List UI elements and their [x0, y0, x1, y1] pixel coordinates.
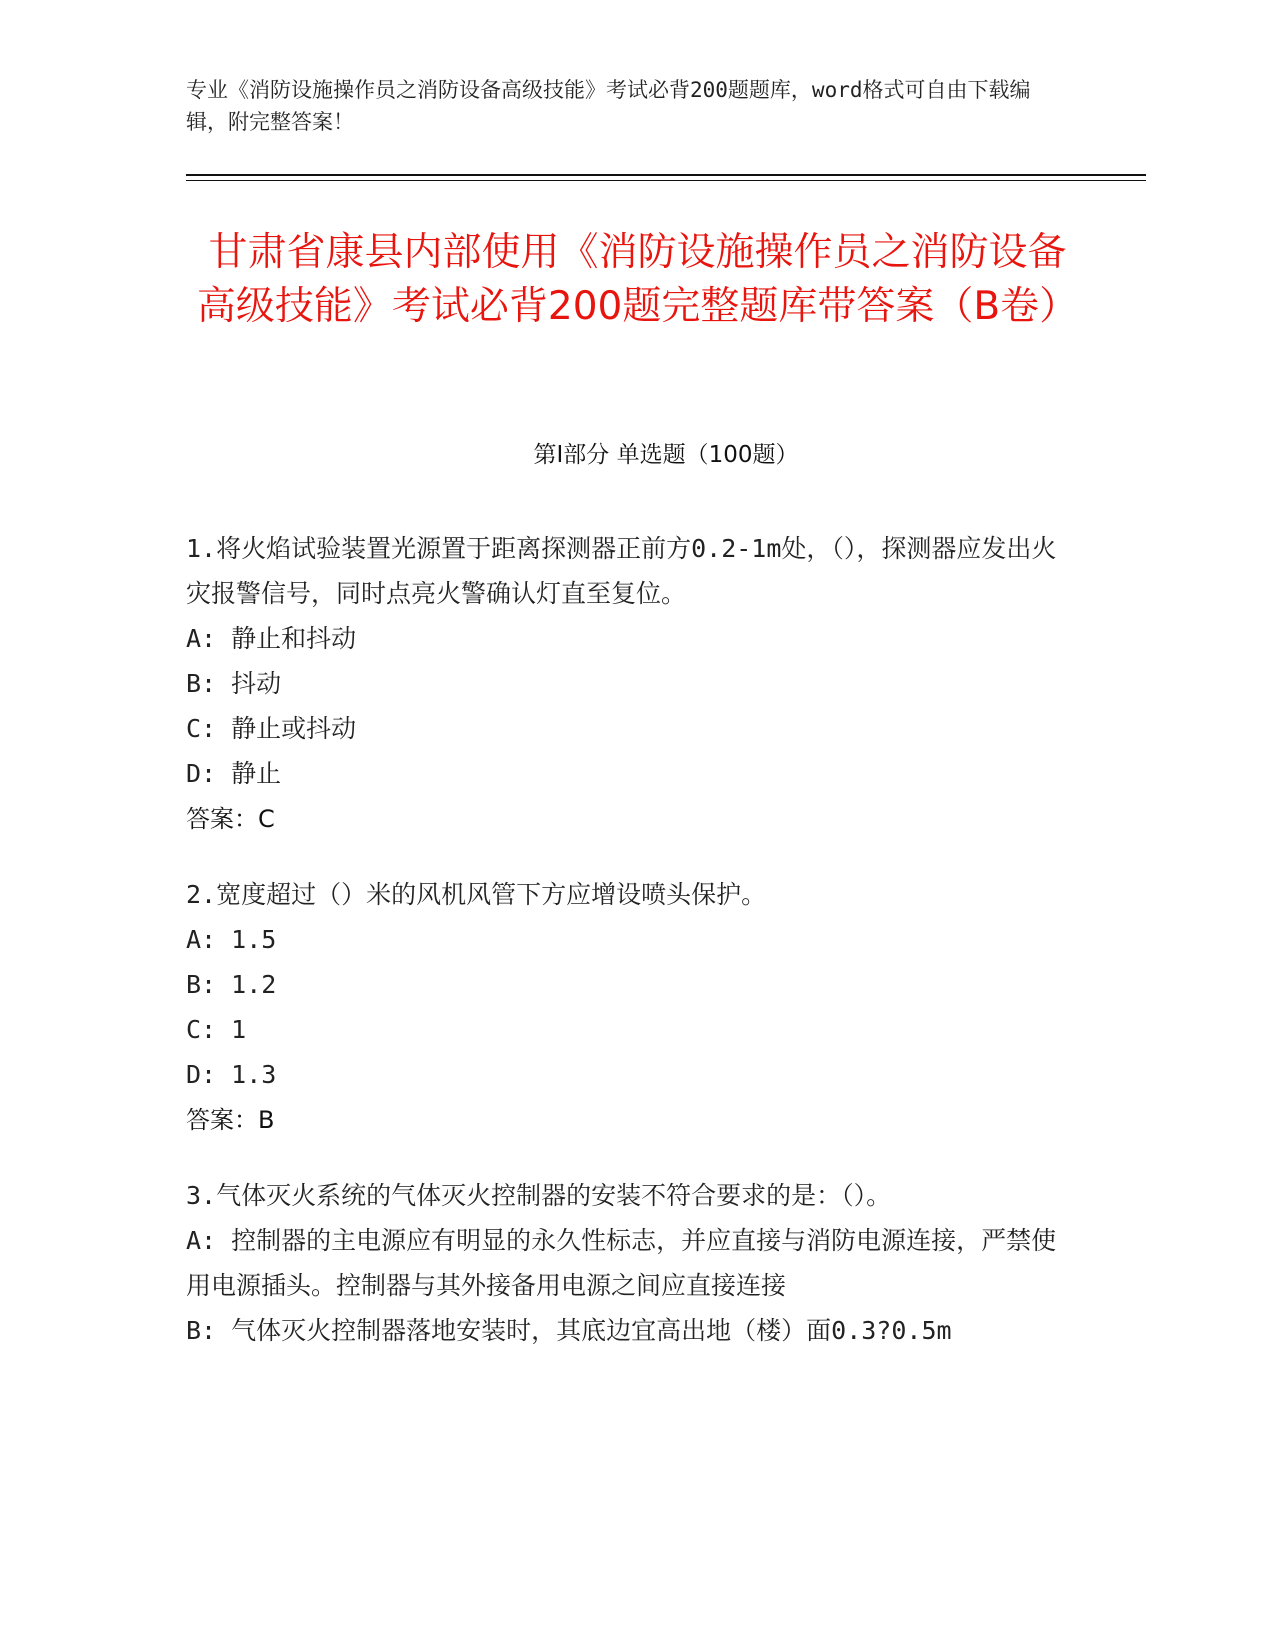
question-stem: 3.气体灭火系统的气体灭火控制器的安装不符合要求的是：（）。: [186, 1181, 892, 1210]
option-b: B: 抖动: [186, 669, 282, 698]
question-2: [186, 872, 1066, 1143]
header-divider-thick: [186, 174, 1146, 176]
answer: 答案：B: [186, 1106, 275, 1134]
question-1: [186, 526, 1066, 842]
question-list: [186, 526, 1066, 1383]
option-a: A: 静止和抖动: [186, 624, 357, 653]
header-note: 专业《消防设施操作员之消防设备高级技能》考试必背200题题库，word格式可自由下载编辑，附完整答案！: [186, 78, 1031, 134]
option-a: A: 控制器的主电源应有明显的永久性标志，并应直接与消防电源连接，严禁使用电源插头。控制器与其外接备用电源之间应直接连接: [186, 1226, 1057, 1300]
option-d: D: 静止: [186, 759, 282, 788]
option-c: C: 静止或抖动: [186, 714, 357, 743]
question-3: [186, 1173, 1066, 1353]
option-d: D: 1.3: [186, 1060, 277, 1089]
option-b: B: 1.2: [186, 970, 277, 999]
document-title: 甘肃省康县内部使用《消防设施操作员之消防设备高级技能》考试必背200题完整题库带答案（B卷）: [196, 230, 1079, 329]
answer: 答案：C: [186, 805, 275, 833]
question-stem: 1.将火焰试验装置光源置于距离探测器正前方0.2-1m处，（），探测器应发出火灾报警信号，同时点亮火警确认灯直至复位。: [186, 534, 1057, 608]
option-b: B: 气体灭火控制器落地安装时，其底边宜高出地（楼）面0.3?0.5m: [186, 1316, 952, 1345]
question-stem: 2.宽度超过（）米的风机风管下方应增设喷头保护。: [186, 880, 767, 909]
option-c: C: 1: [186, 1015, 247, 1044]
header-divider-thin: [186, 180, 1146, 181]
section-title: 第I部分 单选题（100题）: [533, 442, 799, 468]
option-a: A: 1.5: [186, 925, 277, 954]
